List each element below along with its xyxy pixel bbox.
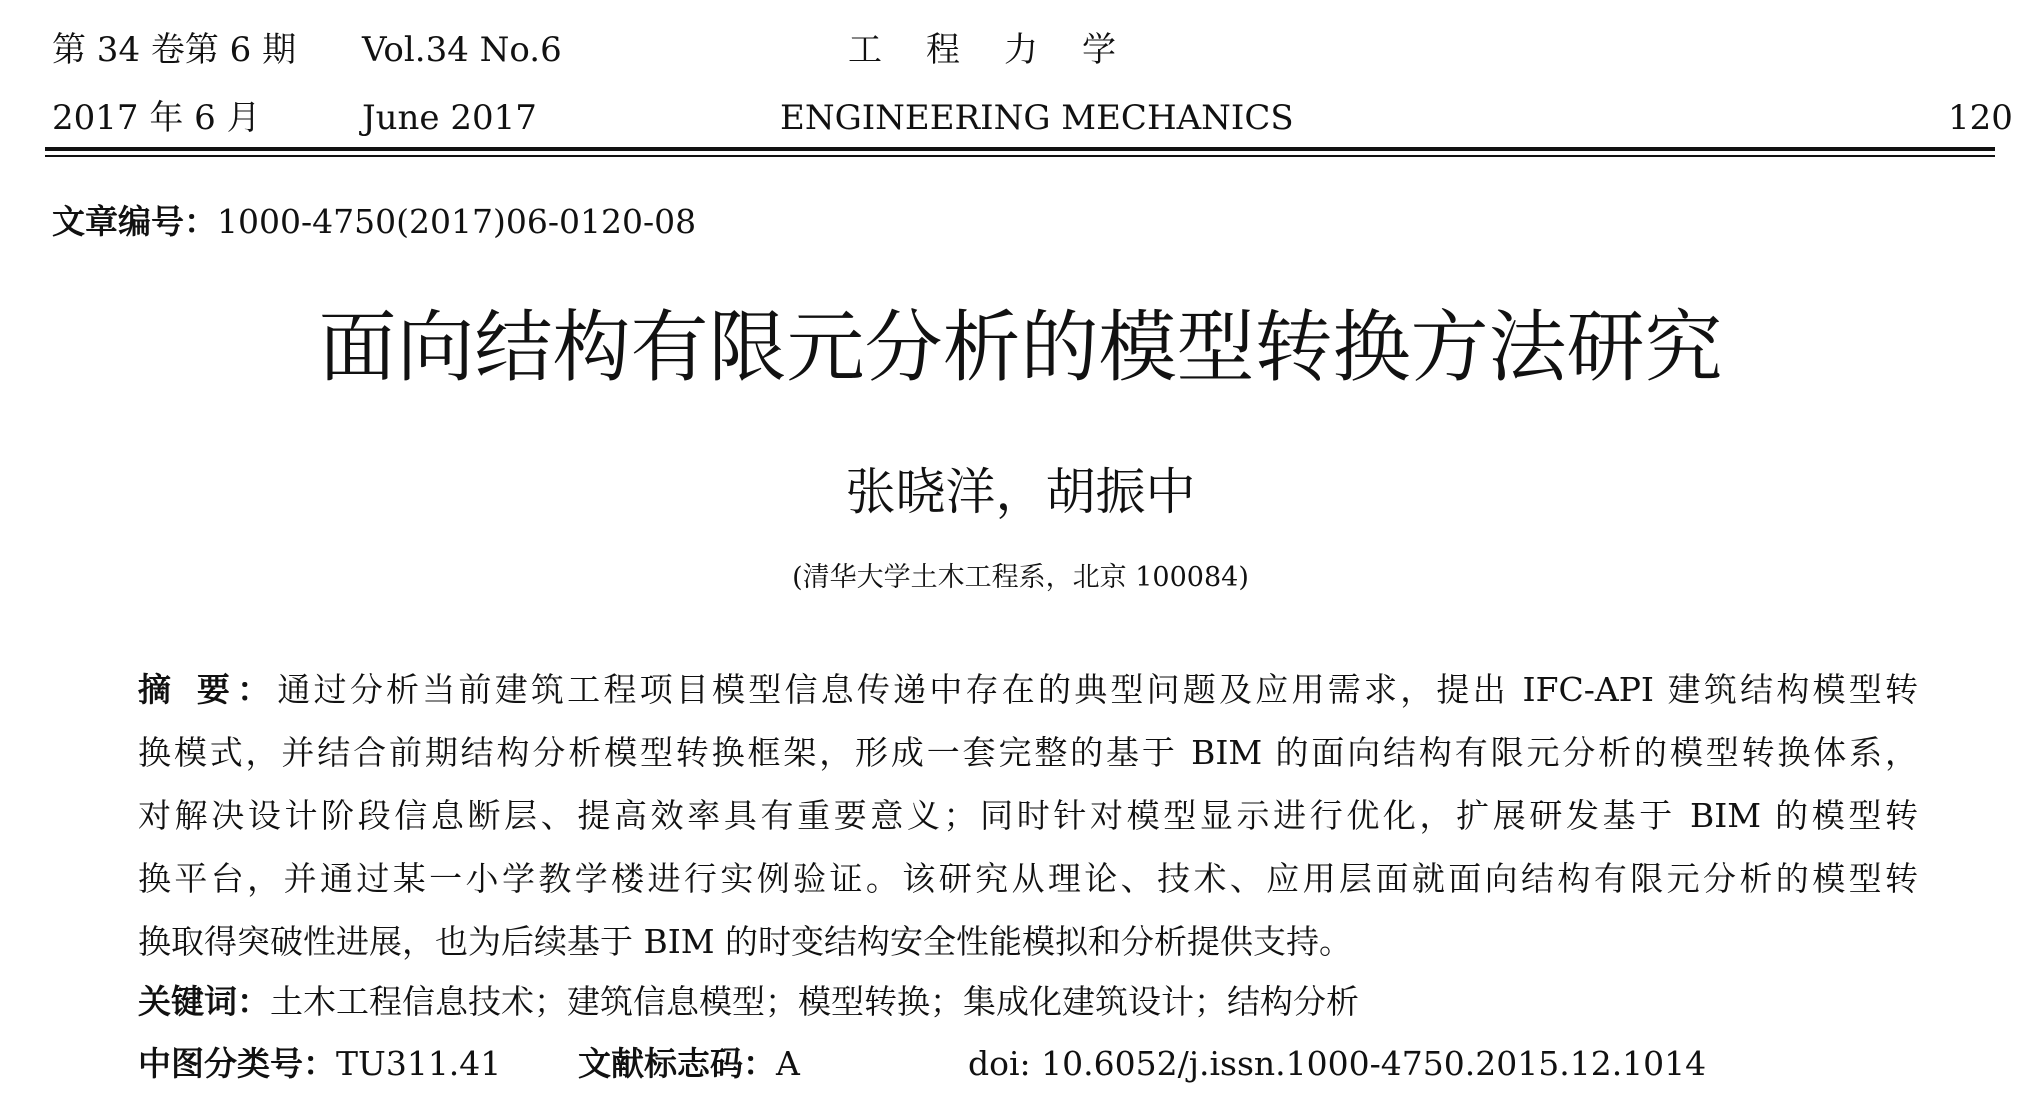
abstract-text-line-1: 通过分析当前建筑工程项目模型信息传递中存在的典型问题及应用需求，提出 IFC-API 建筑结构模型转 (277, 670, 1918, 709)
abstract-text-line-4: 换平台，并通过某一小学教学楼进行实例验证。该研究从理论、技术、应用层面就面向结构有限元分析的模型转 (138, 859, 1918, 898)
volume-number: Vol.34 No.6 (362, 30, 562, 70)
keywords (138, 982, 1359, 1022)
abstract-text-line-5: 换取得突破性进展，也为后续基于 BIM 的时变结构安全性能模拟和分析提供支持。 (138, 922, 1353, 961)
date-cn: 2017 年 6 月 (52, 98, 261, 138)
page-number: 120 (1948, 98, 2013, 138)
abstract (138, 658, 1918, 973)
journal-name-en: ENGINEERING MECHANICS (780, 98, 1294, 138)
article-number-label: 文章编号： (52, 202, 217, 241)
keywords-label: 关键词： (138, 982, 270, 1021)
abstract-line (138, 847, 1918, 910)
document-code-value: A (776, 1044, 800, 1083)
issue-cn: 第 34 卷第 6 期 (52, 30, 297, 70)
document-code (578, 1044, 800, 1084)
article-number-value: 1000-4750(2017)06-0120-08 (217, 202, 697, 241)
doi[interactable]: doi: 10.6052/j.issn.1000-4750.2015.12.1014 (968, 1044, 1707, 1083)
abstract-line (138, 910, 1918, 973)
document-code-label: 文献标志码： (578, 1044, 776, 1083)
abstract-line (138, 721, 1918, 784)
abstract-line (138, 784, 1918, 847)
keywords-value: 土木工程信息技术；建筑信息模型；模型转换；集成化建筑设计；结构分析 (270, 982, 1359, 1021)
article-number (52, 202, 696, 242)
abstract-text-line-3: 对解决设计阶段信息断层、提高效率具有重要意义；同时针对模型显示进行优化，扩展研发基于 BIM 的模型转 (138, 796, 1918, 835)
paper-title: 面向结构有限元分析的模型转换方法研究 (318, 303, 1723, 393)
abstract-text-line-2: 换模式，并结合前期结构分析模型转换框架，形成一套完整的基于 BIM 的面向结构有限元分析的模型转换体系， (138, 733, 1918, 772)
abstract-label: 摘 要： (138, 670, 278, 709)
date-en: June 2017 (362, 98, 537, 138)
journal-name-cn: 工程力学 (848, 30, 1160, 70)
clc-label: 中图分类号： (138, 1044, 336, 1083)
clc-value: TU311.41 (336, 1044, 502, 1083)
header-rule-thick (45, 147, 1995, 151)
clc-number (138, 1044, 501, 1084)
affiliation: (清华大学土木工程系，北京 100084) (792, 562, 1249, 593)
abstract-line (138, 658, 1918, 721)
authors: 张晓洋，胡振中 (845, 463, 1196, 521)
header-rule-thin (45, 155, 1995, 157)
